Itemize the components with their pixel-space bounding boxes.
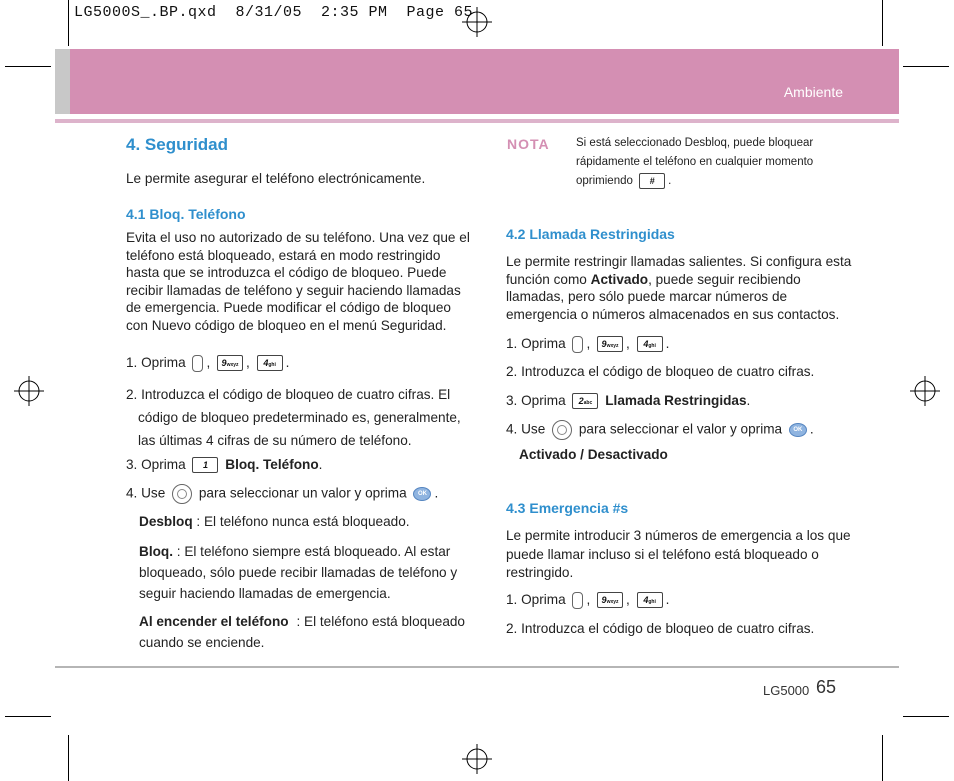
side-key-icon xyxy=(572,592,583,609)
section-4-1-body: Evita el uso no autorizado de su teléfono. Una vez que el teléfono está bloqueado, estará en modo restringido hasta que se introduzca el código de bloqueo. Puede recibir llamadas de teléfono y seguir haciendo llamadas de emergencia. Puede modificar el código de bloqueo con Nuevo código de bloqueo en el menú Seguridad. xyxy=(126,230,470,333)
option-al-encender: Al encender el teléfono : El teléfono está bloqueado cuando se enciende. xyxy=(139,614,465,650)
section-heading-4-3: 4.3 Emergencia #s xyxy=(506,500,629,516)
section-4-3-body: Le permite introducir 3 números de emergencia a los que puede llamar incluso si el teléfono está bloqueado o restringido. xyxy=(506,528,851,580)
nav-key-icon xyxy=(172,484,192,504)
nav-key-icon xyxy=(552,420,572,440)
header-grey-tab xyxy=(55,49,70,114)
page-number: 65 xyxy=(816,677,837,697)
keypad-2-icon: 2abc xyxy=(572,393,598,409)
step-3: 3. Oprima 1 Bloq. Teléfono. xyxy=(126,457,323,472)
registration-mark-icon xyxy=(462,744,492,774)
section-label: Ambiente xyxy=(783,84,843,100)
intro-text: Le permite asegurar el teléfono electrónicamente. xyxy=(126,171,426,186)
header-rule xyxy=(55,119,899,123)
keypad-4-icon: 4ghi xyxy=(637,336,663,352)
footer-model: LG5000 xyxy=(763,683,810,698)
step-4: 4. Use para seleccionar un valor y oprima OK . xyxy=(126,484,438,504)
keypad-9-icon: 9wxyz xyxy=(217,355,243,371)
step-4: 4. Use para seleccionar el valor y oprima OK . xyxy=(506,420,814,440)
section-heading-4-1: 4.1 Bloq. Teléfono xyxy=(126,206,246,222)
header-band xyxy=(70,49,899,114)
crop-mark xyxy=(882,735,883,781)
ok-key-icon: OK xyxy=(413,487,431,501)
step-1: 1. Oprima , 9wxyz , 4ghi . xyxy=(506,336,670,351)
crop-mark xyxy=(5,66,51,67)
ok-key-icon: OK xyxy=(789,423,807,437)
keypad-4-icon: 4ghi xyxy=(257,355,283,371)
crop-mark xyxy=(882,0,883,46)
side-key-icon xyxy=(572,336,583,353)
crop-mark xyxy=(68,735,69,781)
step-2: 2. Introduzca el código de bloqueo de cuatro cifras. xyxy=(506,364,815,379)
footer-rule xyxy=(55,666,899,668)
registration-mark-icon xyxy=(14,376,44,406)
keypad-4-icon: 4ghi xyxy=(637,592,663,608)
step-2: 2. Introduzca el código de bloqueo de cuatro cifras. xyxy=(506,621,815,636)
step-3: 3. Oprima 2abc Llamada Restringidas. xyxy=(506,393,751,408)
registration-mark-icon xyxy=(462,7,492,37)
side-key-icon xyxy=(192,355,203,372)
section-heading-4-2: 4.2 Llamada Restringidas xyxy=(506,226,675,242)
option-desbloq: Desbloq : El teléfono nunca está bloqueado. xyxy=(139,514,410,529)
nota-badge: NOTA xyxy=(507,136,550,152)
keypad-9-icon: 9wxyz xyxy=(597,592,623,608)
crop-mark xyxy=(903,716,949,717)
nota-text: Si está seleccionado Desbloq, puede bloquear rápidamente el teléfono en cualquier momento oprimiendo # . xyxy=(576,137,814,187)
step-1: 1. Oprima , 9wxyz , 4ghi . xyxy=(126,355,290,370)
registration-mark-icon xyxy=(910,376,940,406)
step-1: 1. Oprima , 9wxyz , 4ghi . xyxy=(506,592,670,607)
crop-mark xyxy=(68,0,69,46)
keypad-pound-icon: # xyxy=(639,173,665,189)
keypad-9-icon: 9wxyz xyxy=(597,336,623,352)
options-activado: Activado / Desactivado xyxy=(519,447,668,462)
crop-mark xyxy=(5,716,51,717)
step-2: 2. Introduzca el código de bloqueo de cuatro cifras. El código de bloqueo predeterminado es, generalmente, las últimas 4 cifras de su número de teléfono. xyxy=(126,387,461,448)
crop-mark xyxy=(903,66,949,67)
section-4-2-body: Le permite restringir llamadas salientes. Si configura esta función como Activado, puede seguir recibiendo llamadas, pero sólo puede marcar números de emergencia o números almacenados en sus contactos. xyxy=(506,254,852,322)
page-title: 4. Seguridad xyxy=(126,135,229,154)
print-slug: LG5000S_.BP.qxd 8/31/05 2:35 PM Page 65 xyxy=(74,4,474,21)
keypad-1-icon: 1 xyxy=(192,457,218,473)
option-bloq: Bloq. : El teléfono siempre está bloqueado. Al estar bloqueado, sólo puede recibir llamadas de teléfono y seguir haciendo llamadas de emergencia. xyxy=(139,544,458,601)
